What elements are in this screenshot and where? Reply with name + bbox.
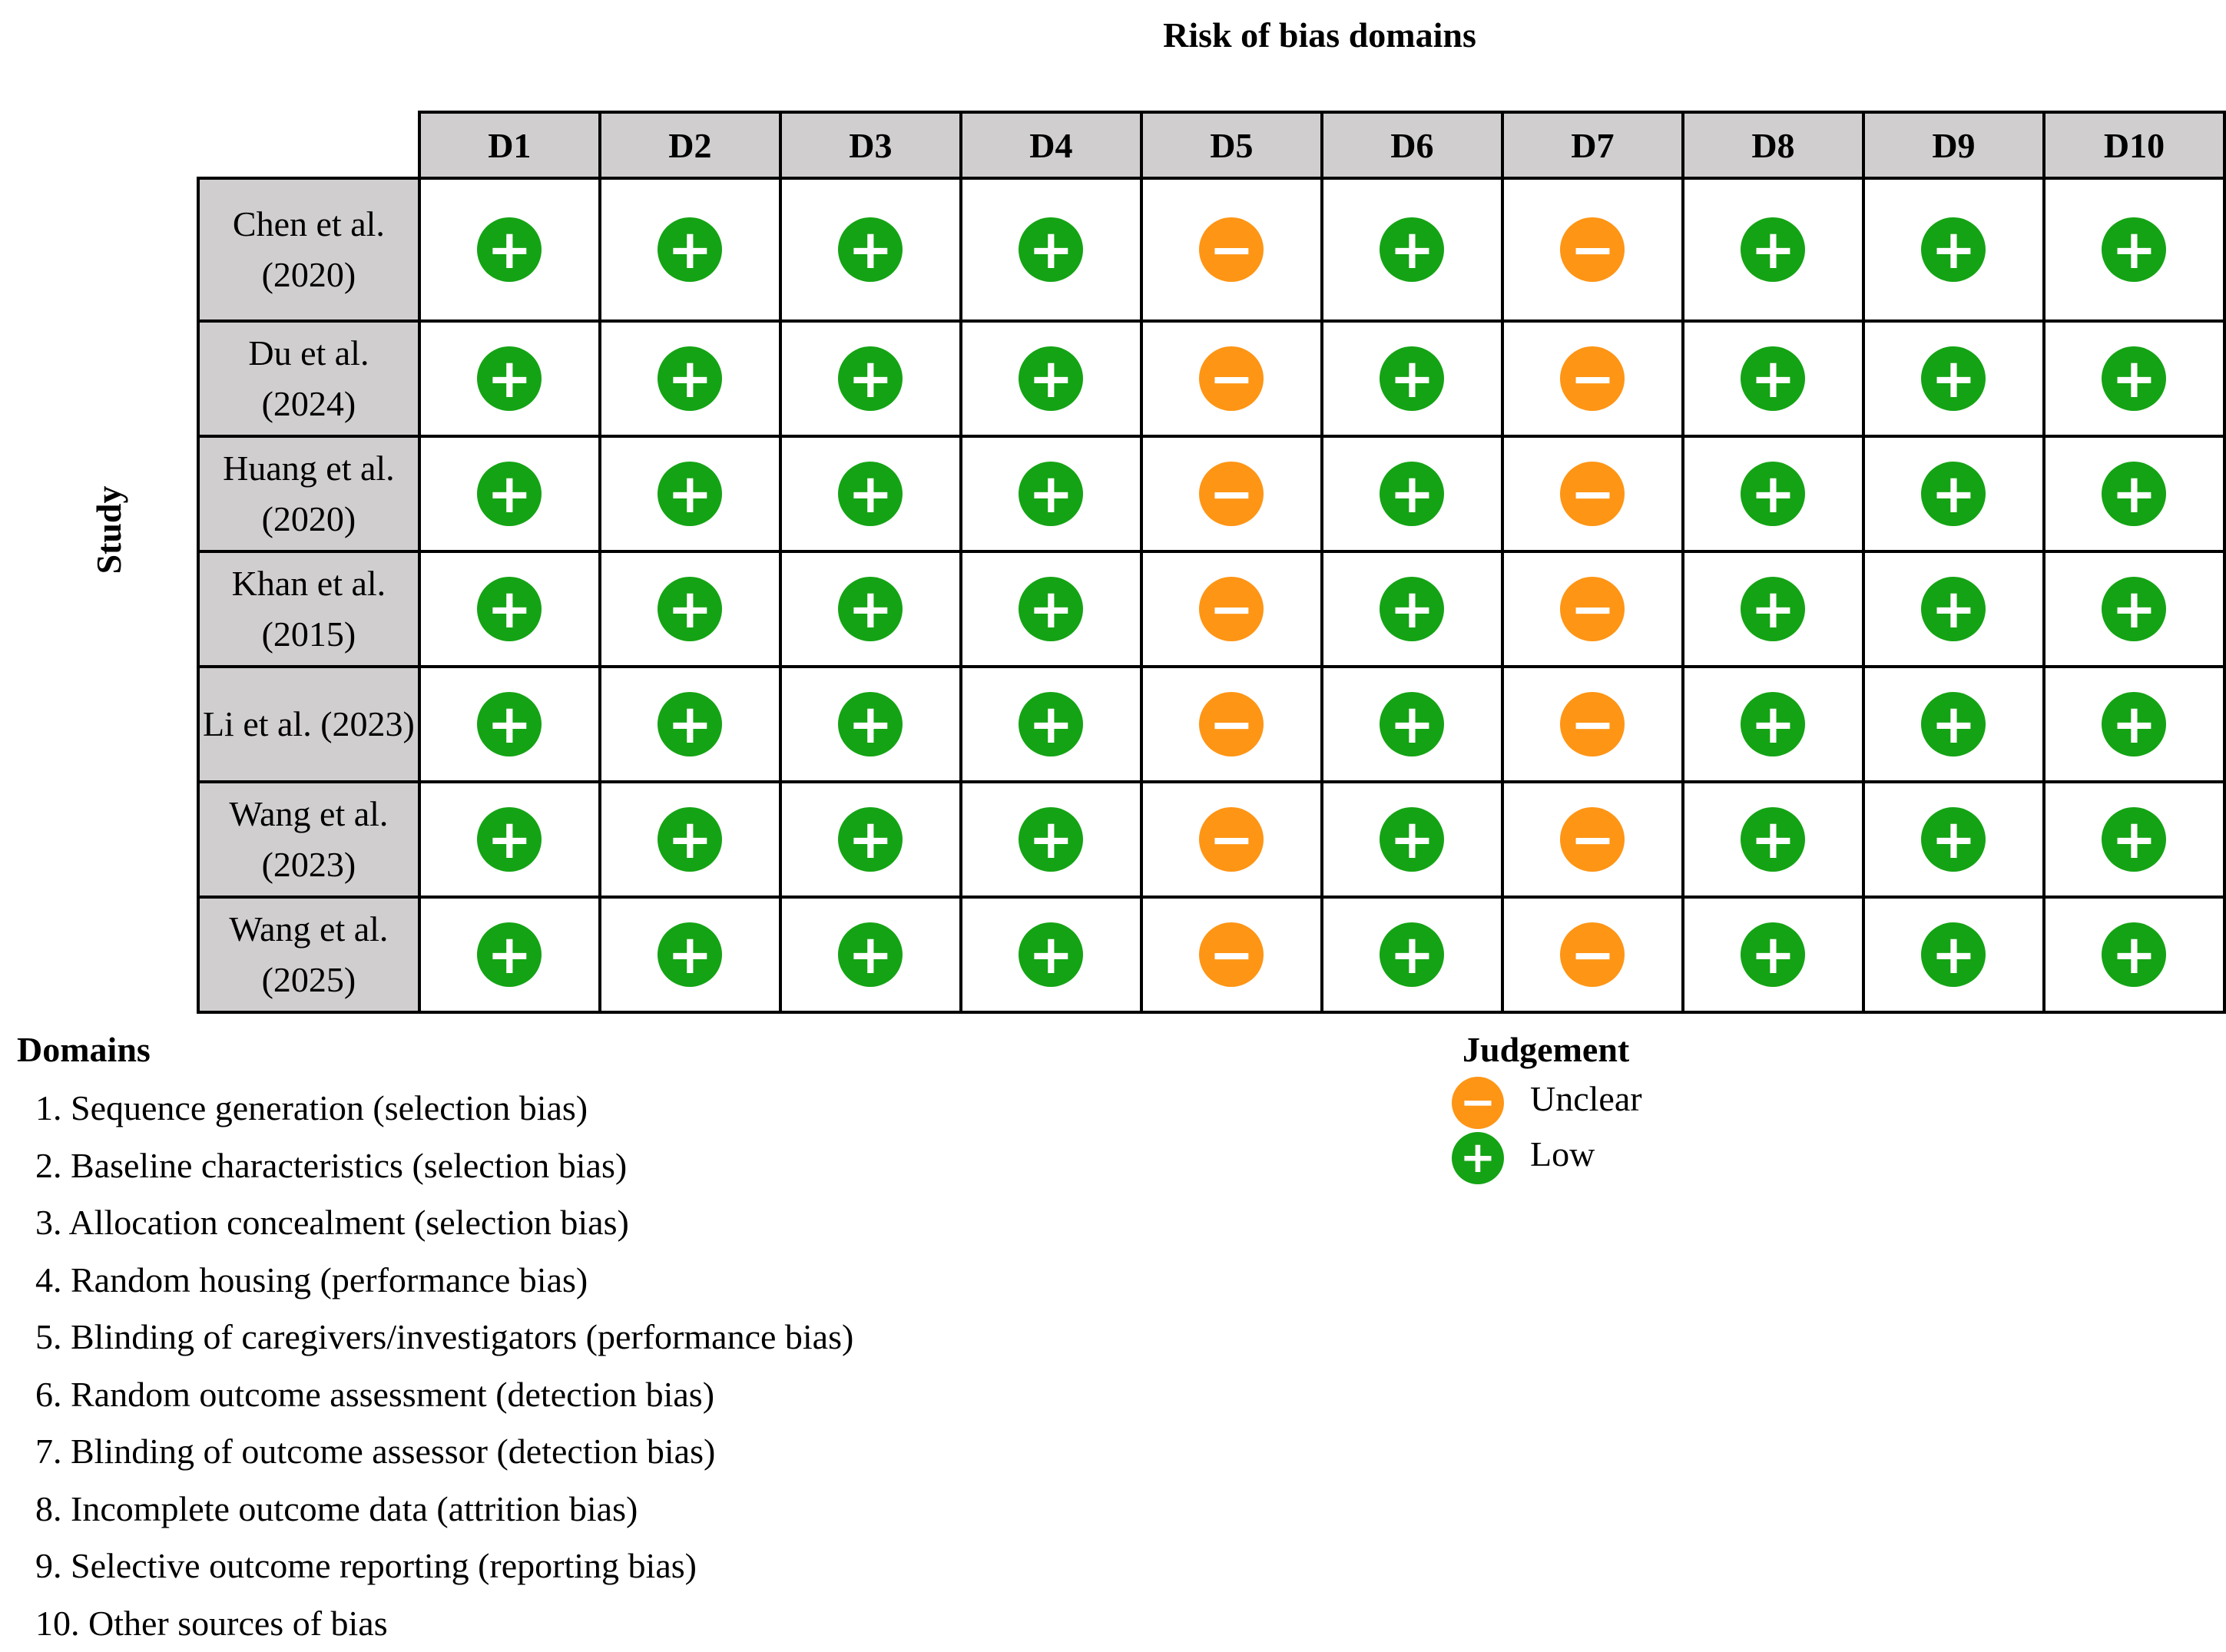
judgement-cell bbox=[961, 436, 1141, 551]
judgement-legend-item bbox=[1452, 1075, 1642, 1131]
domain-header-d10: D10 bbox=[2044, 112, 2224, 178]
judgement-unclear-icon bbox=[1560, 807, 1625, 872]
domain-header-d3: D3 bbox=[780, 112, 961, 178]
judgement-cell bbox=[1502, 178, 1683, 321]
plus-icon: + bbox=[1390, 352, 1435, 406]
judgement-cell bbox=[1502, 897, 1683, 1012]
judgement-low-icon bbox=[1921, 346, 1986, 411]
plus-icon: + bbox=[1931, 697, 1976, 751]
study-name: Chen et al. (2020) bbox=[198, 178, 419, 321]
judgement-low-icon bbox=[1741, 462, 1805, 526]
domain-description: 4. Random housing (performance bias) bbox=[17, 1252, 853, 1309]
plus-icon: + bbox=[2112, 813, 2157, 866]
judgement-low-icon bbox=[1019, 692, 1083, 756]
plus-icon: + bbox=[1931, 467, 1976, 521]
study-row bbox=[198, 321, 2224, 436]
study-name: Huang et al. (2020) bbox=[198, 436, 419, 551]
plus-icon: + bbox=[667, 813, 713, 866]
judgement-cell bbox=[1683, 551, 1863, 667]
judgement-cell bbox=[419, 667, 600, 782]
judgement-cell bbox=[1141, 897, 1322, 1012]
plus-icon: + bbox=[1751, 352, 1796, 406]
domain-description: 9. Selective outcome reporting (reporting bias) bbox=[17, 1538, 853, 1595]
judgement-unclear-icon bbox=[1199, 217, 1264, 282]
study-row bbox=[198, 178, 2224, 321]
domain-header-d5: D5 bbox=[1141, 112, 1322, 178]
judgement-cell bbox=[961, 667, 1141, 782]
minus-icon: − bbox=[1570, 352, 1615, 406]
judgement-low-icon bbox=[1921, 922, 1986, 987]
judgement-cell bbox=[961, 897, 1141, 1012]
judgement-low-icon bbox=[838, 217, 903, 282]
judgement-unclear-icon bbox=[1560, 346, 1625, 411]
judgement-cell bbox=[961, 321, 1141, 436]
judgement-cell bbox=[2044, 551, 2224, 667]
judgement-cell bbox=[2044, 897, 2224, 1012]
judgement-cell bbox=[961, 178, 1141, 321]
domain-description: 7. Blinding of outcome assessor (detection bias) bbox=[17, 1423, 853, 1481]
judgement-cell bbox=[780, 897, 961, 1012]
minus-icon: − bbox=[1460, 1081, 1496, 1124]
judgement-unclear-icon bbox=[1560, 577, 1625, 641]
judgement-cell bbox=[1502, 667, 1683, 782]
judgement-cell bbox=[1683, 321, 1863, 436]
plus-icon: + bbox=[848, 928, 893, 982]
judgement-cell bbox=[1141, 551, 1322, 667]
plus-icon: + bbox=[1751, 467, 1796, 521]
judgement-low-icon bbox=[658, 692, 722, 756]
judgement-cell bbox=[2044, 436, 2224, 551]
judgement-cell bbox=[1863, 782, 2044, 897]
judgement-cell bbox=[600, 782, 780, 897]
domain-description: 5. Blinding of caregivers/investigators (performance bias) bbox=[17, 1309, 853, 1366]
judgement-cell bbox=[1863, 178, 2044, 321]
plus-icon: + bbox=[1460, 1137, 1496, 1180]
minus-icon: − bbox=[1209, 928, 1254, 982]
domain-description: 8. Incomplete outcome data (attrition bias) bbox=[17, 1481, 853, 1538]
judgement-low-icon bbox=[1380, 462, 1444, 526]
judgement-low-icon bbox=[1921, 462, 1986, 526]
plus-icon: + bbox=[1751, 582, 1796, 636]
plus-icon: + bbox=[667, 352, 713, 406]
judgement-low-icon bbox=[1019, 807, 1083, 872]
plus-icon: + bbox=[848, 582, 893, 636]
study-row bbox=[198, 897, 2224, 1012]
plus-icon: + bbox=[848, 352, 893, 406]
domain-description: 2. Baseline characteristics (selection bias) bbox=[17, 1137, 853, 1195]
plus-icon: + bbox=[1751, 697, 1796, 751]
domains-legend bbox=[17, 1025, 853, 1652]
judgement-cell bbox=[419, 436, 600, 551]
minus-icon: − bbox=[1570, 582, 1615, 636]
judgement-low-icon bbox=[2102, 577, 2166, 641]
judgement-low-icon bbox=[838, 462, 903, 526]
domain-header-d8: D8 bbox=[1683, 112, 1863, 178]
study-row bbox=[198, 551, 2224, 667]
study-name: Li et al. (2023) bbox=[198, 667, 419, 782]
plus-icon: + bbox=[667, 467, 713, 521]
plus-icon: + bbox=[487, 352, 532, 406]
judgement-cell bbox=[419, 551, 600, 667]
plus-icon: + bbox=[1390, 928, 1435, 982]
plus-icon: + bbox=[667, 928, 713, 982]
minus-icon: − bbox=[1209, 582, 1254, 636]
judgement-cell bbox=[1863, 897, 2044, 1012]
judgement-cell bbox=[961, 782, 1141, 897]
plus-icon: + bbox=[848, 223, 893, 276]
judgement-cell bbox=[600, 667, 780, 782]
judgement-cell bbox=[780, 782, 961, 897]
risk-of-bias-table bbox=[197, 111, 2226, 1014]
minus-icon: − bbox=[1209, 467, 1254, 521]
judgement-cell bbox=[1863, 321, 2044, 436]
judgement-low-icon bbox=[1380, 346, 1444, 411]
judgement-low-icon bbox=[658, 462, 722, 526]
minus-icon: − bbox=[1209, 223, 1254, 276]
plus-icon: + bbox=[2112, 697, 2157, 751]
study-row bbox=[198, 667, 2224, 782]
judgement-cell bbox=[600, 178, 780, 321]
judgement-cell bbox=[1502, 551, 1683, 667]
plus-icon: + bbox=[487, 582, 532, 636]
minus-icon: − bbox=[1570, 697, 1615, 751]
judgement-low-icon bbox=[1741, 346, 1805, 411]
chart-title: Risk of bias domains bbox=[1128, 11, 1512, 60]
plus-icon: + bbox=[2112, 467, 2157, 521]
judgement-low-icon bbox=[1019, 577, 1083, 641]
judgement-cell bbox=[2044, 178, 2224, 321]
judgement-low-icon bbox=[1741, 217, 1805, 282]
judgement-low-icon bbox=[838, 807, 903, 872]
judgement-cell bbox=[1683, 667, 1863, 782]
judgement-low-icon bbox=[658, 346, 722, 411]
plus-icon: + bbox=[2112, 223, 2157, 276]
judgement-cell bbox=[1502, 782, 1683, 897]
judgement-low-icon bbox=[1380, 807, 1444, 872]
plus-icon: + bbox=[1931, 813, 1976, 866]
plus-icon: + bbox=[487, 223, 532, 276]
plus-icon: + bbox=[667, 223, 713, 276]
plus-icon: + bbox=[487, 813, 532, 866]
judgement-low-icon bbox=[838, 577, 903, 641]
judgement-legend-label: Low bbox=[1530, 1131, 1595, 1177]
plus-icon: + bbox=[1390, 582, 1435, 636]
judgement-low-icon bbox=[838, 692, 903, 756]
plus-icon: + bbox=[1931, 223, 1976, 276]
judgement-cell bbox=[780, 551, 961, 667]
plus-icon: + bbox=[2112, 582, 2157, 636]
judgement-low-icon bbox=[1921, 807, 1986, 872]
study-name: Du et al. (2024) bbox=[198, 321, 419, 436]
judgement-cell bbox=[1322, 436, 1502, 551]
judgement-cell bbox=[1141, 782, 1322, 897]
judgement-cell bbox=[961, 551, 1141, 667]
judgement-cell bbox=[1863, 667, 2044, 782]
plus-icon: + bbox=[487, 928, 532, 982]
judgement-low-icon bbox=[477, 577, 542, 641]
judgement-unclear-icon bbox=[1199, 577, 1264, 641]
judgement-low-icon bbox=[2102, 922, 2166, 987]
judgement-low-icon bbox=[477, 462, 542, 526]
judgement-unclear-icon bbox=[1199, 462, 1264, 526]
judgement-legend-title: Judgement bbox=[1452, 1025, 1642, 1075]
judgement-low-icon bbox=[1019, 922, 1083, 987]
domain-header-d1: D1 bbox=[419, 112, 600, 178]
judgement-cell bbox=[1141, 667, 1322, 782]
minus-icon: − bbox=[1570, 223, 1615, 276]
judgement-legend-item bbox=[1452, 1131, 1642, 1186]
plus-icon: + bbox=[848, 697, 893, 751]
judgement-low-icon bbox=[838, 922, 903, 987]
judgement-low-icon bbox=[658, 577, 722, 641]
domain-header-d6: D6 bbox=[1322, 112, 1502, 178]
judgement-low-icon bbox=[1741, 692, 1805, 756]
judgement-cell bbox=[600, 897, 780, 1012]
judgement-cell bbox=[1683, 178, 1863, 321]
judgement-unclear-icon bbox=[1199, 807, 1264, 872]
plus-icon: + bbox=[1029, 223, 1074, 276]
domain-description: 3. Allocation concealment (selection bias) bbox=[17, 1194, 853, 1252]
judgement-cell bbox=[1322, 782, 1502, 897]
judgement-unclear-icon bbox=[1199, 922, 1264, 987]
plus-icon: + bbox=[2112, 352, 2157, 406]
judgement-cell bbox=[1322, 667, 1502, 782]
judgement-unclear-icon bbox=[1199, 692, 1264, 756]
plus-icon: + bbox=[1029, 813, 1074, 866]
judgement-cell bbox=[1863, 436, 2044, 551]
plus-icon: + bbox=[667, 582, 713, 636]
plus-icon: + bbox=[1029, 697, 1074, 751]
domain-description: 1. Sequence generation (selection bias) bbox=[17, 1080, 853, 1137]
plus-icon: + bbox=[848, 467, 893, 521]
study-row bbox=[198, 782, 2224, 897]
judgement-low-icon bbox=[658, 922, 722, 987]
judgement-low-icon bbox=[1380, 692, 1444, 756]
plus-icon: + bbox=[1029, 352, 1074, 406]
judgement-unclear-icon bbox=[1560, 922, 1625, 987]
plus-icon: + bbox=[1390, 223, 1435, 276]
judgement-cell bbox=[1502, 436, 1683, 551]
domain-description: 10. Other sources of bias bbox=[17, 1595, 853, 1652]
judgement-cell bbox=[1863, 551, 2044, 667]
judgement-unclear-icon bbox=[1560, 217, 1625, 282]
judgement-low-icon bbox=[1741, 807, 1805, 872]
plus-icon: + bbox=[1751, 813, 1796, 866]
judgement-cell bbox=[419, 897, 600, 1012]
judgement-cell bbox=[1322, 897, 1502, 1012]
judgement-cell bbox=[419, 178, 600, 321]
domain-header-row bbox=[198, 112, 2224, 178]
plus-icon: + bbox=[1931, 352, 1976, 406]
legend-low-icon bbox=[1452, 1132, 1504, 1184]
judgement-low-icon bbox=[1380, 577, 1444, 641]
judgement-low-icon bbox=[1019, 346, 1083, 411]
plus-icon: + bbox=[1751, 928, 1796, 982]
plus-icon: + bbox=[1029, 467, 1074, 521]
judgement-low-icon bbox=[1380, 922, 1444, 987]
domains-legend-list bbox=[17, 1080, 853, 1652]
plus-icon: + bbox=[1931, 928, 1976, 982]
judgement-low-icon bbox=[2102, 807, 2166, 872]
judgement-low-icon bbox=[1019, 217, 1083, 282]
judgement-unclear-icon bbox=[1199, 346, 1264, 411]
judgement-low-icon bbox=[2102, 346, 2166, 411]
judgement-low-icon bbox=[1380, 217, 1444, 282]
domain-header-d7: D7 bbox=[1502, 112, 1683, 178]
judgement-low-icon bbox=[477, 217, 542, 282]
judgement-low-icon bbox=[477, 922, 542, 987]
judgement-unclear-icon bbox=[1560, 692, 1625, 756]
judgement-cell bbox=[1683, 782, 1863, 897]
plus-icon: + bbox=[1029, 928, 1074, 982]
judgement-low-icon bbox=[1741, 922, 1805, 987]
judgement-low-icon bbox=[1921, 577, 1986, 641]
judgement-cell bbox=[2044, 321, 2224, 436]
judgement-cell bbox=[1141, 321, 1322, 436]
plus-icon: + bbox=[487, 697, 532, 751]
judgement-cell bbox=[2044, 782, 2224, 897]
plus-icon: + bbox=[1931, 582, 1976, 636]
minus-icon: − bbox=[1570, 928, 1615, 982]
minus-icon: − bbox=[1209, 813, 1254, 866]
domain-description: 6. Random outcome assessment (detection bias) bbox=[17, 1366, 853, 1424]
judgement-cell bbox=[1141, 436, 1322, 551]
judgement-low-icon bbox=[2102, 217, 2166, 282]
judgement-cell bbox=[419, 782, 600, 897]
judgement-cell bbox=[1502, 321, 1683, 436]
judgement-legend-list bbox=[1452, 1075, 1642, 1186]
judgement-cell bbox=[1683, 436, 1863, 551]
minus-icon: − bbox=[1570, 467, 1615, 521]
study-name: Wang et al. (2023) bbox=[198, 782, 419, 897]
judgement-cell bbox=[780, 321, 961, 436]
judgement-cell bbox=[1322, 321, 1502, 436]
corner-cell bbox=[198, 112, 419, 178]
judgement-cell bbox=[2044, 667, 2224, 782]
judgement-low-icon bbox=[658, 217, 722, 282]
domain-header-d4: D4 bbox=[961, 112, 1141, 178]
judgement-cell bbox=[780, 436, 961, 551]
study-name: Khan et al. (2015) bbox=[198, 551, 419, 667]
minus-icon: − bbox=[1209, 352, 1254, 406]
plus-icon: + bbox=[1390, 813, 1435, 866]
study-rows bbox=[198, 178, 2224, 1012]
judgement-cell bbox=[780, 178, 961, 321]
legend-unclear-icon bbox=[1452, 1077, 1504, 1129]
plus-icon: + bbox=[1751, 223, 1796, 276]
judgement-low-icon bbox=[2102, 462, 2166, 526]
judgement-low-icon bbox=[1921, 692, 1986, 756]
study-row bbox=[198, 436, 2224, 551]
study-name: Wang et al. (2025) bbox=[198, 897, 419, 1012]
judgement-cell bbox=[1322, 551, 1502, 667]
judgement-cell bbox=[1683, 897, 1863, 1012]
judgement-legend-label: Unclear bbox=[1530, 1076, 1642, 1122]
judgement-low-icon bbox=[477, 346, 542, 411]
judgement-cell bbox=[419, 321, 600, 436]
plus-icon: + bbox=[2112, 928, 2157, 982]
judgement-low-icon bbox=[1019, 462, 1083, 526]
judgement-low-icon bbox=[658, 807, 722, 872]
plus-icon: + bbox=[1390, 467, 1435, 521]
judgement-low-icon bbox=[1921, 217, 1986, 282]
judgement-low-icon bbox=[477, 807, 542, 872]
minus-icon: − bbox=[1570, 813, 1615, 866]
plus-icon: + bbox=[1390, 697, 1435, 751]
judgement-low-icon bbox=[1741, 577, 1805, 641]
judgement-low-icon bbox=[477, 692, 542, 756]
judgement-low-icon bbox=[2102, 692, 2166, 756]
domains-legend-title: Domains bbox=[17, 1025, 853, 1075]
judgement-cell bbox=[1141, 178, 1322, 321]
plus-icon: + bbox=[487, 467, 532, 521]
judgement-unclear-icon bbox=[1560, 462, 1625, 526]
judgement-cell bbox=[1322, 178, 1502, 321]
plus-icon: + bbox=[667, 697, 713, 751]
judgement-cell bbox=[780, 667, 961, 782]
plus-icon: + bbox=[1029, 582, 1074, 636]
judgement-low-icon bbox=[838, 346, 903, 411]
plus-icon: + bbox=[848, 813, 893, 866]
judgement-cell bbox=[600, 436, 780, 551]
judgement-cell bbox=[600, 551, 780, 667]
minus-icon: − bbox=[1209, 697, 1254, 751]
judgement-legend bbox=[1452, 1025, 1642, 1186]
judgement-cell bbox=[600, 321, 780, 436]
y-axis-label: Study bbox=[84, 438, 134, 622]
domain-header-d9: D9 bbox=[1863, 112, 2044, 178]
domain-header-d2: D2 bbox=[600, 112, 780, 178]
